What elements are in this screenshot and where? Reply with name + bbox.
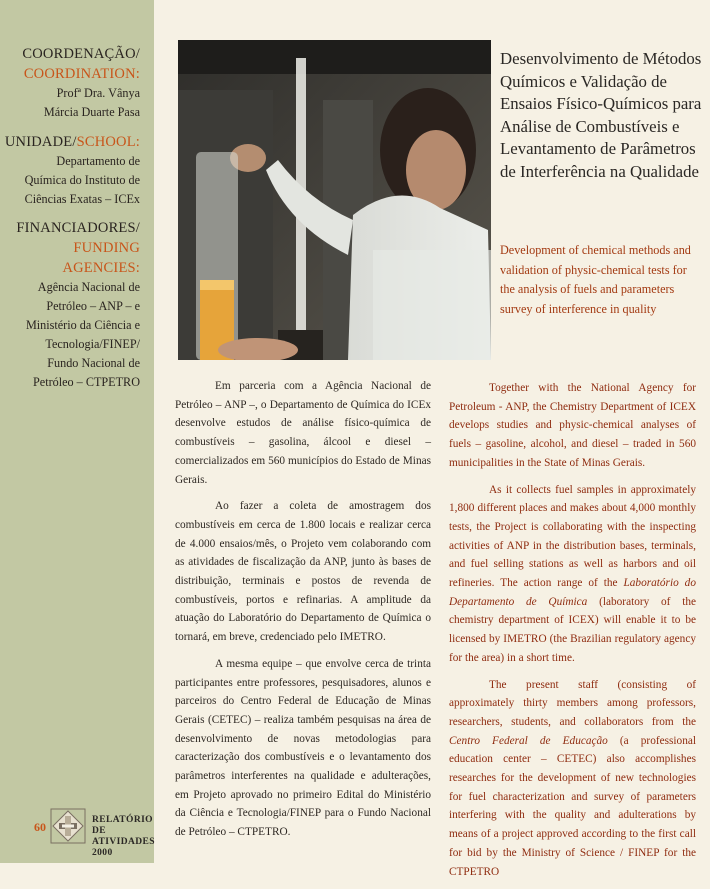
funding-line: Petróleo – CTPETRO [33,375,140,389]
paragraph-en-text: The present staff (consisting of approximately thirty members among professors, researchers, students, and collaborators from the [449,678,696,728]
school-line: Departamento de [56,154,140,168]
report-label-line: ATIVIDADES 2000 [92,837,155,858]
ufmg-logo-icon [50,808,86,844]
school-line: Química do Instituto de [24,173,140,187]
paragraph-pt: Ao fazer a coleta de amostragem dos combustíveis em cerca de 1.800 locais e realizar cerca de 4.000 ensaios/mês, o Projeto vem colaborando com as atividades de fiscalização da ANP, junto às bases de distribuição, terminais e postos de revenda de combustíveis, portos e refinarias. A amplitude da atuação do Laboratório do Departamento de Química o tornará, em breve, credenciado pelo IMETRO. [175,500,431,644]
coordination-label-pt: COORDENAÇÃO/ [22,46,140,62]
paragraph-en-text: (a professional education center – CETEC) also accomplishes researches for the development of new technologies for fuel characterization and survey of parameters interfering with the quality and adulterations by means of a project approved according to the first call for bid by the Ministry of Science / FINEP for the CTPETRO [449,734,696,878]
paragraph-en [449,481,696,668]
lab-photo-illustration [178,40,491,360]
coordinator-name-line: Márcia Duarte Pasa [43,105,140,119]
portuguese-column [175,377,431,850]
funding-line: Agência Nacional de [37,280,140,294]
school-line: Ciências Exatas – ICEx [24,192,140,206]
funding-label-pt: FINANCIADORES/ [16,220,140,236]
funding-label-en: FUNDING [73,240,140,256]
paragraph-pt: Em parceria com a Agência Nacional de Petróleo – ANP –, o Departamento de Química do ICEx desenvolve estudos de análise físico-química de combustíveis – gasolina, álcool e diesel – comercializados em 560 municípios do Estado de Minas Gerais. [175,380,431,486]
english-column [449,379,696,889]
report-label [92,815,164,859]
lab-name-italic: Laboratório do Departamento de Química [449,577,696,608]
page-title: Desenvolvimento de Métodos Químicos e Validação de Ensaios Físico-Químicos para Análise de Combustíveis e Levantamento de Parâmetros de Interferência na Qualidade [500,49,702,181]
funding-line: Ministério da Ciência e [25,318,140,332]
funding-line: Tecnologia/FINEP/ [45,337,140,351]
funding-label-en: AGENCIES: [62,260,140,276]
school-label [5,132,140,152]
lab-photo [178,40,491,360]
footer [34,806,164,858]
school-block [5,132,140,209]
coordination-label-en: COORDINATION: [23,66,140,82]
page-subtitle-en: Development of chemical methods and validation of physic-chemical tests for the analysis of fuels and parameters survey of interference in quality [500,243,691,316]
paragraph-en [449,676,696,882]
funding-line: Fundo Nacional de [47,356,140,370]
paragraph-en-text: (laboratory of the chemistry department of ICEX) will enable it to be licensed by IMETRO (the Brazilian regulatory agency for the area) in a short time. [449,595,696,664]
funding-line: Petróleo – ANP – e [46,299,140,313]
paragraph-en: Together with the National Agency for Petroleum - ANP, the Chemistry Department of ICEX develops studies and physic-chemical analyses of fuels – gasoline, alcohol, and diesel – traded in 560 municipalities in the State of Minas Gerais. [449,382,696,469]
report-label-line: RELATÓRIO DE [92,815,153,836]
coordination-block [22,44,140,122]
funding-block [16,218,140,392]
school-label-pt: UNIDADE/ [4,134,77,150]
school-label-en: SCHOOL: [76,134,140,150]
sidebar [0,0,154,863]
page-number: 60 [34,820,46,834]
paragraph-pt: A mesma equipe – que envolve cerca de trinta participantes entre professores, pesquisadores, alunos e parceiros do Centro Federal de Educação de Minas Gerais (CETEC) – realiza também pesquisas na área de desenvolvimento de novas metodologias para caracterização dos combustíveis e o levantamento dos parâmetros interferentes na qualidade e adulterações, em Projeto aprovado no primeiro Edital do Ministério da Ciência e Tecnologia/FINEP para o Fundo Nacional de Petróleo – CTPETRO. [175,657,431,839]
cetec-name-italic: Centro Federal de Educação [449,734,608,747]
paragraph-en-text: As it collects fuel samples in approximately 1,800 different places and makes about 4,000 monthly tests, the Project is collaborating with the inspecting activities of ANP in the distribution bases, terminals, and fuel selling stations as well as harbors and oil refineries. The action range of the [449,483,696,590]
coordinator-name-line: Profª Dra. Vânya [56,86,140,100]
